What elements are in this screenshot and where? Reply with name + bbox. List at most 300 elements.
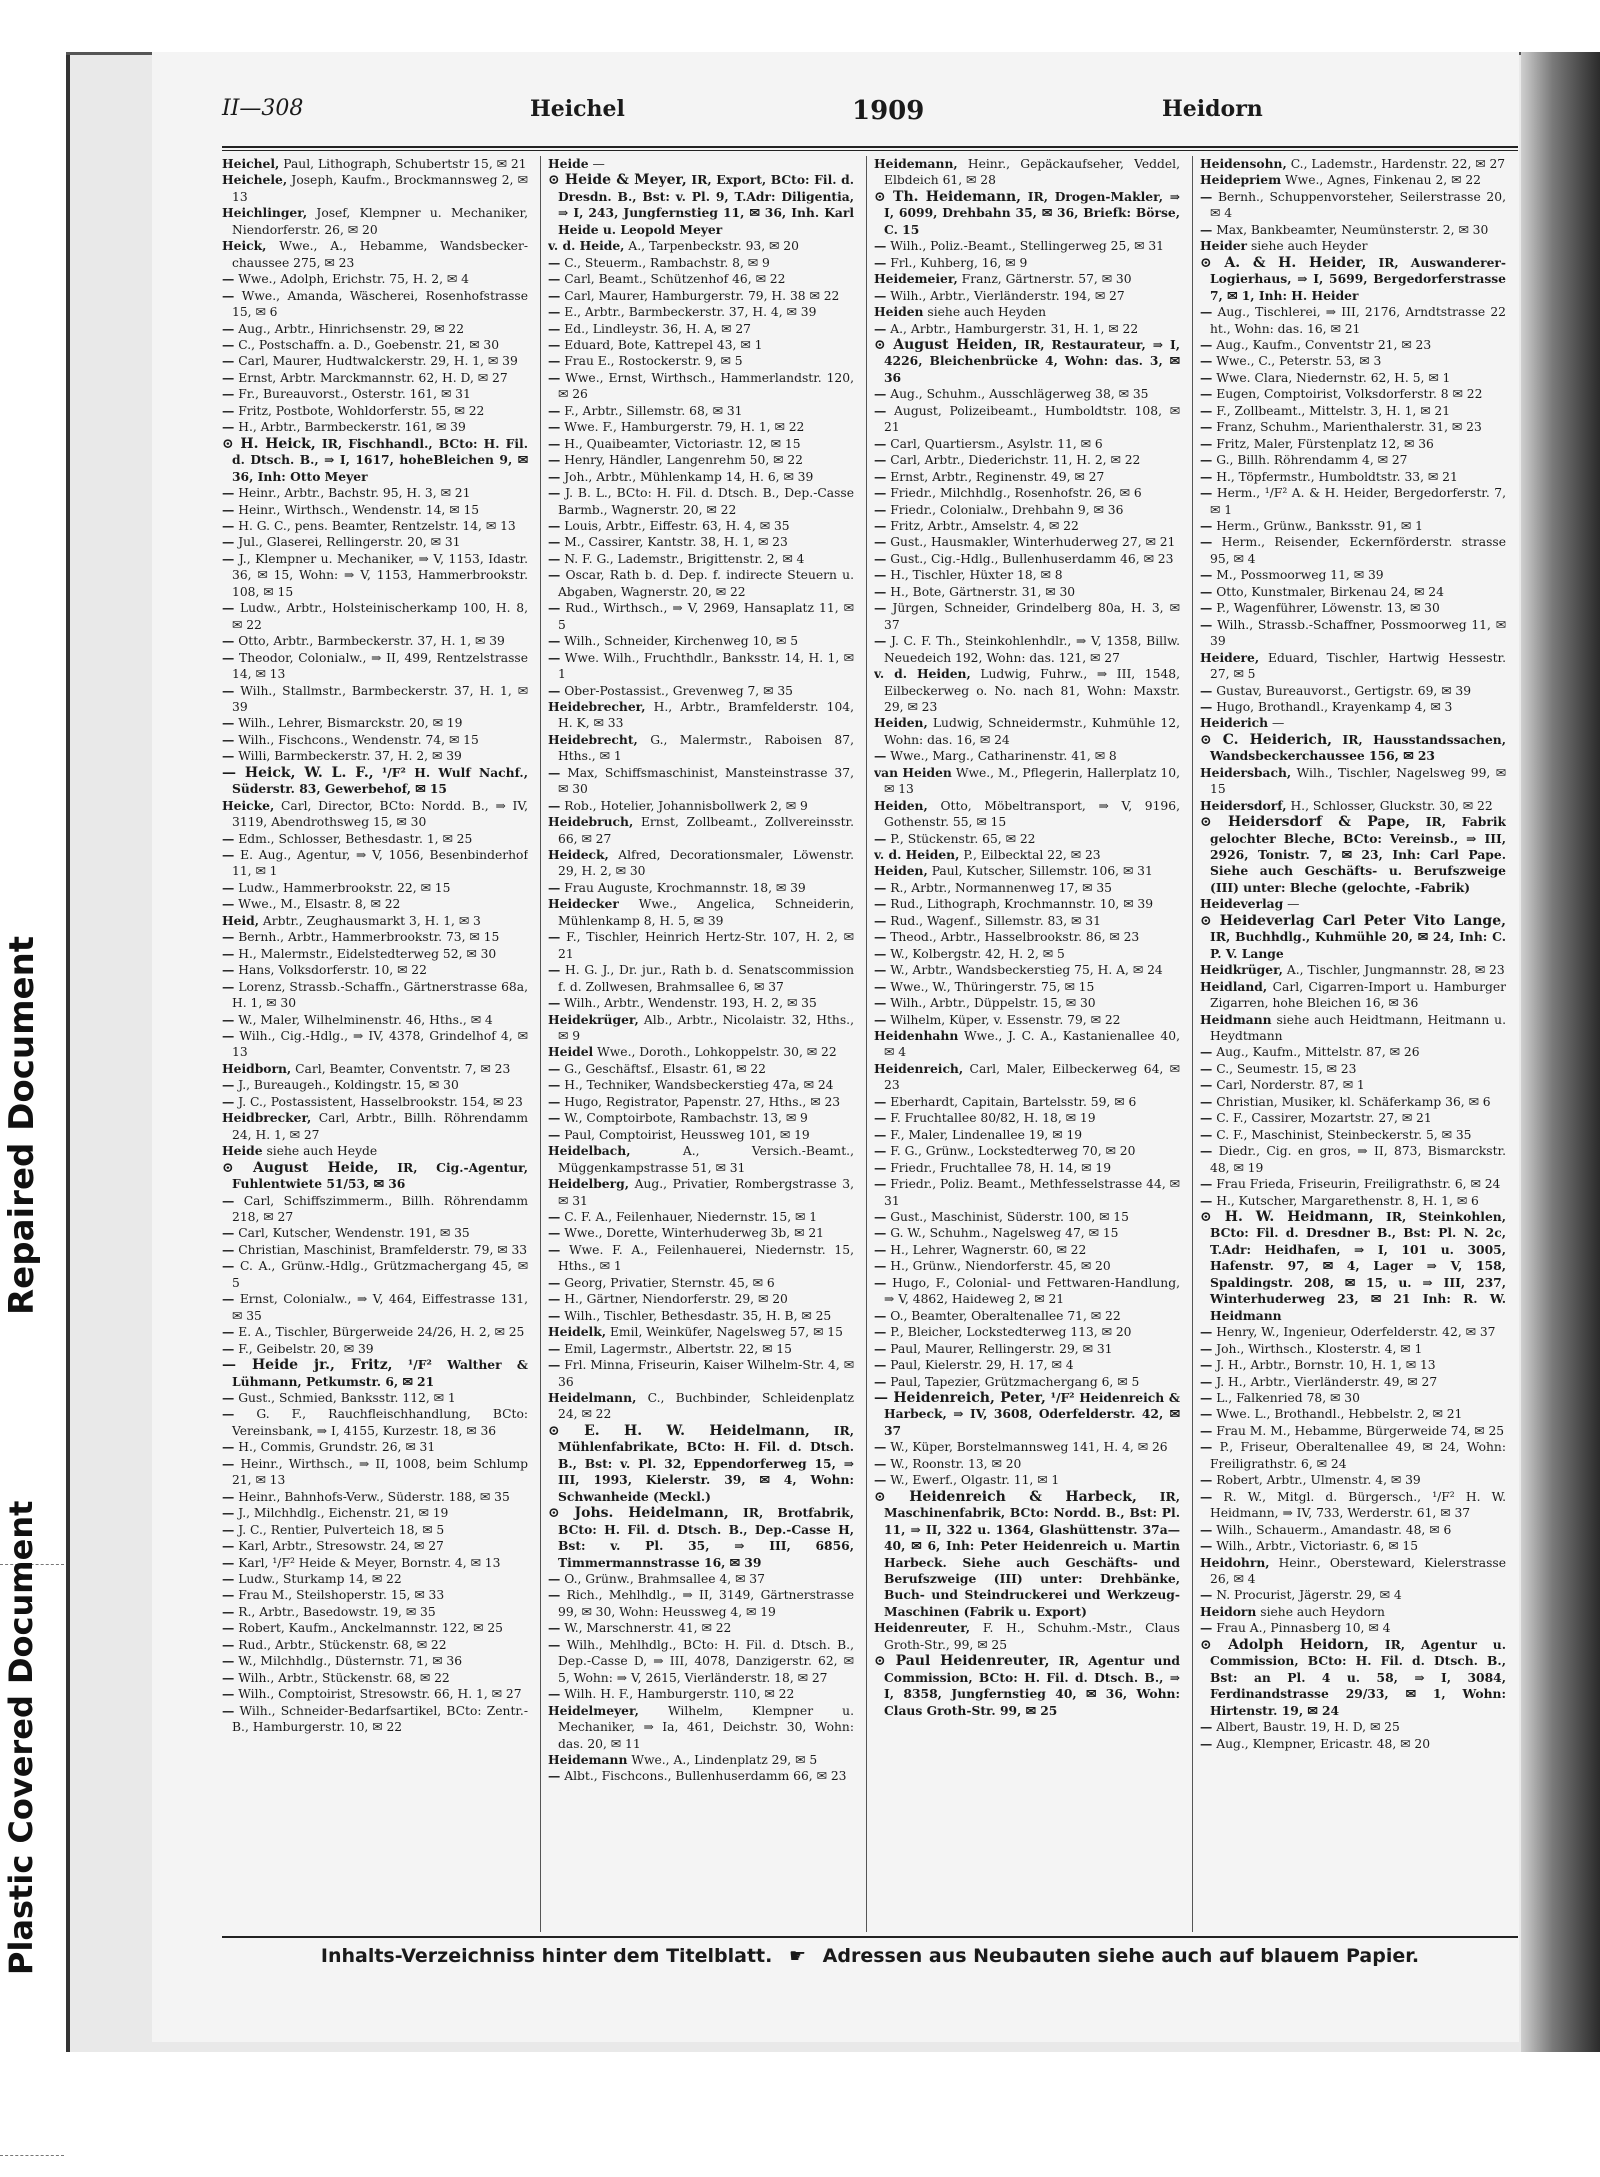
entry-details: Wilhelm, Küper, v. Essenstr. 79, ✉ 22	[890, 1012, 1121, 1027]
entry-name: van Heiden	[874, 764, 952, 780]
directory-entry	[548, 1703, 854, 1752]
entry-details: C. A., Grünw.-Hdlg., Grützmachergang 45, ✉ 5	[232, 1259, 528, 1290]
entry-name: Heidel	[548, 1044, 594, 1060]
directory-entry	[548, 1225, 854, 1241]
entry-name: —	[874, 468, 887, 484]
entry-details: Karl, Arbtr., Stresowstr. 24, ✉ 27	[238, 1539, 444, 1554]
entry-details: Albt., Fischcons., Bullenhuserdamm 66, ✉ 23	[564, 1769, 847, 1784]
directory-entry	[1200, 896, 1506, 912]
directory-entry	[222, 1571, 528, 1587]
entry-details: J. H., Arbtr., Vierländerstr. 49, ✉ 27	[1216, 1374, 1438, 1389]
entry-details: Fritz, Postbote, Wohldorferstr. 55, ✉ 22	[238, 403, 485, 418]
entry-name: —	[222, 945, 235, 961]
entry-name: —	[222, 1702, 235, 1718]
directory-entry	[1200, 1193, 1506, 1209]
entry-details: IR, Hausstandssachen, Wandsbeckerchaussee 156, ✉ 23	[1210, 731, 1506, 764]
entry-name: —	[1200, 1093, 1213, 1109]
entry-name: —	[874, 978, 887, 994]
entry-name: — Heide jr., Fritz,	[222, 1357, 393, 1374]
directory-entry	[1200, 699, 1506, 715]
entry-details: Eberhardt, Capitain, Bartelsstr. 59, ✉ 6	[890, 1094, 1137, 1109]
entry-name: —	[222, 1340, 235, 1356]
entry-name: —	[548, 254, 561, 270]
entry-name: —	[222, 731, 235, 747]
directory-entry	[874, 1374, 1180, 1390]
entry-name: v. d. Heiden,	[874, 666, 971, 682]
entry-name: —	[548, 600, 561, 616]
entry-details: Carl, Quartiersm., Asylstr. 11, ✉ 6	[890, 436, 1103, 451]
entry-name: —	[548, 1587, 561, 1603]
directory-entry	[548, 1209, 854, 1225]
directory-entry	[874, 1094, 1180, 1110]
entry-name: —	[222, 1406, 235, 1422]
directory-entry	[222, 880, 528, 896]
directory-entry	[1200, 485, 1506, 518]
directory-entry	[1200, 1143, 1506, 1176]
entry-details: G., Billh. Röhrendamm 4, ✉ 27	[1216, 453, 1408, 468]
entry-details: IR, Buchhdlg., Kuhmühle 20, ✉ 24, Inh: C. P. V. Lange	[1210, 929, 1506, 961]
entry-details: H. G. C., pens. Beamter, Rentzelstr. 14, ✉ 13	[238, 518, 516, 533]
entry-name: ⊙ Heidenreich & Harbeck,	[874, 1488, 1137, 1505]
entry-name: —	[222, 1291, 235, 1307]
entry-name: —	[222, 748, 235, 764]
entry-details: Eugen, Comptoirist, Volksdorferstr. 8 ✉ 22	[1216, 387, 1483, 402]
entry-name: Heidemeier,	[874, 271, 958, 287]
entry-details: W., Ewerf., Olgastr. 11, ✉ 1	[890, 1473, 1060, 1488]
directory-entry	[548, 1752, 854, 1768]
entry-details: Willi, Barmbeckerstr. 37, H. 2, ✉ 39	[238, 749, 462, 764]
entry-name: —	[1200, 188, 1213, 204]
entry-name: Heideck,	[548, 847, 609, 863]
entry-details: Friedr., Milchhdlg., Rosenhofstr. 26, ✉ 6	[890, 486, 1142, 501]
entry-details: Robert, Arbtr., Ulmenstr. 4, ✉ 39	[1216, 1473, 1421, 1488]
entry-name: Heiden,	[874, 715, 928, 731]
directory-entry	[1200, 1522, 1506, 1538]
directory-entry	[874, 1324, 1180, 1340]
entry-name: Heidensohn,	[1200, 156, 1287, 171]
entry-details: G., Malermstr., Raboisen 87, Hths., ✉ 1	[558, 732, 854, 764]
directory-entry	[548, 600, 854, 633]
entry-details: siehe auch Heyden	[927, 305, 1047, 320]
directory-entry	[1200, 1538, 1506, 1554]
entry-details: Theodor, Colonialw., ⇒ II, 499, Rentzelstrasse 14, ✉ 13	[232, 650, 528, 682]
entry-name: —	[548, 336, 561, 352]
entry-name: Heichel,	[222, 156, 280, 171]
directory-entry	[874, 189, 1180, 238]
entry-details: W., Marschnerstr. 41, ✉ 22	[564, 1621, 732, 1636]
entry-name: —	[1200, 567, 1213, 583]
entry-details: Rud., Arbtr., Stückenstr. 68, ✉ 22	[238, 1637, 447, 1652]
entry-details: Carl, Arbtr., Billh. Röhrendamm 24, H. 1, ✉ 27	[232, 1111, 528, 1142]
directory-entry	[548, 518, 854, 534]
directory-entry	[1200, 732, 1506, 765]
entry-name: —	[548, 353, 561, 369]
entry-details: M., Cassirer, Kantstr. 38, H. 1, ✉ 23	[564, 535, 788, 550]
entry-details: Heinr., Gepäckaufseher, Veddel, Elbdeich 61, ✉ 28	[884, 157, 1180, 188]
entry-details: A., Versich.-Beamt., Müggenkampstrasse 51, ✉ 31	[558, 1144, 854, 1175]
entry-name: —	[548, 1768, 561, 1784]
entry-name: —	[222, 649, 235, 665]
directory-entry	[548, 1637, 854, 1686]
entry-name: —	[548, 1060, 561, 1076]
entry-details: Wilh., Arbtr., Vierländerstr. 194, ✉ 27	[890, 288, 1125, 303]
entry-details: N. F. G., Lademstr., Brigittenstr. 2, ✉ 4	[564, 551, 805, 566]
entry-details: Friedr., Fruchtallee 78, H. 14, ✉ 19	[890, 1160, 1112, 1175]
entry-name: Heidenreich,	[874, 1060, 964, 1076]
entry-name: —	[874, 1241, 887, 1257]
entry-details: P., Wagenführer, Löwenstr. 13, ✉ 30	[1216, 601, 1440, 616]
directory-entry	[874, 1308, 1180, 1324]
entry-name: —	[874, 534, 887, 550]
entry-details: C. F. A., Feilenhauer, Niedernstr. 15, ✉ 1	[564, 1210, 818, 1224]
entry-name: —	[548, 1110, 561, 1126]
entry-details: Diedr., Cig. en gros, ⇒ II, 873, Bismarckstr. 48, ✉ 19	[1210, 1144, 1506, 1175]
directory-entry	[548, 1012, 854, 1045]
entry-name: Heidersbach,	[1200, 764, 1292, 780]
entry-details: Gust., Maschinist, Süderstr. 100, ✉ 15	[890, 1210, 1129, 1224]
entry-details: Wwe., W., Thüringerstr. 75, ✉ 15	[890, 979, 1095, 994]
entry-details: Wwe., Doroth., Lohkoppelstr. 30, ✉ 22	[597, 1045, 837, 1060]
entry-name: Heidohrn,	[1200, 1554, 1270, 1570]
entry-name: Heidelbach,	[548, 1143, 631, 1159]
entry-name: —	[1200, 221, 1213, 237]
directory-entry	[1200, 156, 1506, 172]
directory-entry	[548, 1423, 854, 1505]
directory-entry	[548, 1044, 854, 1060]
entry-name: —	[222, 682, 235, 698]
header-year: 1909	[852, 96, 925, 126]
header-last-name: Heidorn	[1162, 96, 1263, 122]
entry-name: ⊙ Paul Heidenreuter,	[874, 1653, 1050, 1670]
entry-details: Ober-Postassist., Grevenweg 7, ✉ 35	[564, 683, 793, 698]
entry-details: Paul, Kutscher, Sillemstr. 106, ✉ 31	[931, 864, 1153, 879]
directory-entry	[222, 370, 528, 386]
entry-details: H., Grünw., Niendorferstr. 45, ✉ 20	[890, 1259, 1111, 1274]
directory-entry	[222, 1538, 528, 1554]
entry-details: Wilh., Fischcons., Wendenstr. 74, ✉ 15	[238, 732, 479, 747]
directory-entry	[222, 1406, 528, 1439]
entry-name: —	[1200, 1620, 1213, 1636]
directory-entry	[548, 172, 854, 238]
entry-name: —	[1200, 517, 1213, 533]
entry-details: ¹/F² Walther & Lühmann, Petkumstr. 6, ✉ 21	[232, 1357, 528, 1389]
entry-details: Wilh., Schneider, Kirchenweg 10, ✉ 5	[564, 634, 799, 649]
directory-entry	[222, 913, 528, 929]
directory-entry	[222, 1604, 528, 1620]
entry-name: —	[1200, 1324, 1213, 1340]
entry-name: —	[874, 1011, 887, 1027]
entry-name: —	[222, 1669, 235, 1685]
scan-edge	[66, 52, 70, 2052]
directory-entry	[222, 172, 528, 205]
directory-entry	[548, 436, 854, 452]
directory-entry	[874, 1225, 1180, 1241]
entry-name: —	[222, 1225, 235, 1241]
directory-entry	[874, 1127, 1180, 1143]
directory-entry	[222, 1143, 528, 1159]
entry-name: ⊙ E. H. W. Heidelmann,	[548, 1422, 810, 1439]
entry-name: —	[874, 320, 887, 336]
entry-details: Robert, Kaufm., Anckelmannstr. 122, ✉ 25	[238, 1621, 503, 1636]
entry-name: —	[548, 1636, 561, 1652]
entry-name: —	[874, 1093, 887, 1109]
directory-entry	[222, 1110, 528, 1143]
directory-page	[152, 52, 1519, 2042]
directory-entry	[548, 633, 854, 649]
directory-entry	[874, 584, 1180, 600]
directory-entry	[222, 485, 528, 501]
directory-entry	[1200, 172, 1506, 188]
entry-details: Oscar, Rath b. d. Dep. f. indirecte Steuern u. Abgaben, Wagnerstr. 20, ✉ 22	[558, 568, 854, 599]
entry-name: —	[222, 336, 235, 352]
entry-name: —	[874, 386, 887, 402]
directory-entry	[1200, 1061, 1506, 1077]
entry-details: P., Eilbecktal 22, ✉ 23	[963, 848, 1101, 863]
header-first-name: Heichel	[530, 96, 625, 122]
entry-name: —	[1200, 1587, 1213, 1603]
directory-entry	[548, 1768, 854, 1784]
directory-entry	[222, 1703, 528, 1736]
directory-entry	[874, 929, 1180, 945]
entry-details: W., Maler, Wilhelminenstr. 46, Hths., ✉ 4	[238, 1012, 493, 1027]
entry-details: Wwe., Marg., Catharinenstr. 41, ✉ 8	[890, 749, 1117, 764]
entry-name: —	[874, 254, 887, 270]
entry-details: Ernst, Zollbeamt., Zollvereinsstr. 66, ✉ 27	[558, 815, 854, 846]
entry-name: Heidkrüger,	[1200, 962, 1283, 978]
directory-entry	[548, 288, 854, 304]
entry-name: — Heick, W. L. F.,	[222, 764, 374, 781]
plastic-covered-stamp: Plastic Covered Document	[2, 1500, 40, 1975]
entry-name: Heiderich	[1200, 715, 1269, 731]
entry-details: Wilh., Arbtr., Wendenstr. 193, H. 2, ✉ 35	[564, 996, 817, 1011]
entry-name: —	[222, 1686, 235, 1702]
entry-details: Wwe., M., Elsastr. 8, ✉ 22	[238, 897, 401, 912]
entry-details: Carl, Maurer, Hamburgerstr. 79, H. 38 ✉ 22	[564, 288, 840, 303]
entry-name: —	[1200, 1340, 1213, 1356]
entry-details: E., Arbtr., Barmbeckerstr. 37, H. 4, ✉ 39	[564, 305, 817, 320]
entry-details: Aug., Klempner, Ericastr. 48, ✉ 20	[1216, 1736, 1431, 1751]
repaired-document-stamp: Repaired Document	[2, 935, 42, 1315]
entry-name: Heidland,	[1200, 978, 1268, 994]
directory-entry	[1200, 255, 1506, 304]
entry-name: —	[1200, 1044, 1213, 1060]
directory-entry	[874, 1439, 1180, 1455]
directory-entry	[548, 353, 854, 369]
directory-entry	[1200, 650, 1506, 683]
entry-details: Heinr., Wirthsch., ⇒ II, 1008, beim Schlump 21, ✉ 13	[232, 1456, 528, 1488]
directory-entry	[548, 1291, 854, 1307]
directory-entry	[222, 1686, 528, 1702]
entry-name: Heiden	[874, 304, 924, 320]
entry-name: —	[222, 1603, 235, 1619]
entry-name: —	[874, 600, 887, 616]
entry-details: Herm., Grünw., Banksstr. 91, ✉ 1	[1216, 518, 1423, 533]
directory-entry	[1200, 1127, 1506, 1143]
entry-details: Carl, Arbtr., Diederichstr. 11, H. 2, ✉ 22	[890, 453, 1141, 468]
directory-entry	[222, 929, 528, 945]
entry-name: —	[222, 1620, 235, 1636]
entry-details: A., Arbtr., Hamburgerstr. 31, H. 1, ✉ 22	[890, 321, 1139, 336]
directory-entry	[222, 650, 528, 683]
entry-details: Theod., Arbtr., Hasselbrookstr. 86, ✉ 23	[890, 930, 1140, 945]
entry-name: —	[874, 879, 887, 895]
directory-entry	[1200, 370, 1506, 386]
entry-details: siehe auch Heyder	[1250, 239, 1368, 254]
entry-name: —	[222, 1241, 235, 1257]
entry-details: H., Malermstr., Eidelstedterweg 52, ✉ 30	[238, 946, 497, 961]
directory-entry	[222, 1670, 528, 1686]
entry-details: Wilh., Tischler, Bethesdastr. 35, H. B, ✉ 25	[564, 1308, 832, 1323]
entry-details: Ernst, Arbtr., Reginenstr. 49, ✉ 27	[890, 469, 1105, 484]
directory-entry	[548, 551, 854, 567]
column-2	[548, 156, 854, 1932]
entry-details: Emil, Weinküfer, Nagelsweg 57, ✉ 15	[609, 1325, 843, 1340]
entry-details: Jürgen, Schneider, Grindelberg 80a, H. 3, ✉ 37	[884, 601, 1180, 632]
directory-entry	[548, 683, 854, 699]
directory-entry	[222, 1028, 528, 1061]
directory-entry	[874, 436, 1180, 452]
directory-entry	[874, 798, 1180, 831]
entry-name: —	[1200, 1110, 1213, 1126]
directory-entry	[548, 469, 854, 485]
entry-details: Wilh., Lehrer, Bismarckstr. 20, ✉ 19	[238, 716, 463, 731]
entry-details: ¹/F² Heidenreich & Harbeck, ⇒ IV, 3608, Oderfelderstr. 42, ✉ 37	[884, 1389, 1180, 1438]
entry-name: —	[548, 567, 561, 583]
directory-entry	[222, 979, 528, 1012]
directory-entry	[1200, 1390, 1506, 1406]
entry-details: H., Quaibeamter, Victoriastr. 12, ✉ 15	[564, 436, 801, 451]
entry-details: A., Tischler, Jungmannstr. 28, ✉ 23	[1286, 963, 1505, 978]
entry-details: Fr., Bureauvorst., Osterstr. 161, ✉ 31	[238, 387, 471, 402]
entry-name: —	[548, 287, 561, 303]
directory-entry	[548, 1061, 854, 1077]
entry-details: R., Arbtr., Normannenweg 17, ✉ 35	[890, 880, 1113, 895]
directory-entry	[1200, 683, 1506, 699]
directory-entry	[1200, 1439, 1506, 1472]
entry-name: —	[548, 682, 561, 698]
entry-details: Paul, Maurer, Rellingerstr. 29, ✉ 31	[890, 1341, 1113, 1356]
entry-name: —	[874, 485, 887, 501]
entry-name: —	[1200, 1488, 1213, 1504]
directory-entry	[548, 1505, 854, 1571]
entry-details: siehe auch Heidtmann, Heitmann u. Heydtmann	[1210, 1012, 1506, 1044]
directory-entry	[222, 1094, 528, 1110]
entry-name: —	[1200, 419, 1213, 435]
directory-entry	[874, 995, 1180, 1011]
entry-details: Paul, Tapezier, Grützmachergang 6, ✉ 5	[890, 1374, 1140, 1389]
directory-entry	[874, 1160, 1180, 1176]
entry-details: Jul., Glaserei, Rellingerstr. 20, ✉ 31	[238, 535, 461, 550]
entry-details: Paul, Comptoirist, Heussweg 101, ✉ 19	[564, 1127, 810, 1142]
entry-details: W., Roonstr. 13, ✉ 20	[890, 1456, 1022, 1471]
entry-details: C., Buchbinder, Schleidenplatz 24, ✉ 22	[558, 1390, 854, 1422]
directory-entry	[548, 765, 854, 798]
archive-stamps	[0, 780, 64, 1980]
column-divider	[1192, 156, 1193, 1932]
entry-name: —	[222, 1439, 235, 1455]
entry-details: Herm., ¹/F² A. & H. Heider, Bergedorferstr. 7, ✉ 1	[1210, 486, 1506, 517]
entry-details: IR, Brotfabrik, BCto: H. Fil. d. Dtsch. B., Dep.-Casse H, Bst: v. Pl. 35, ⇒ III, 6856, Timmermannstrasse 16, ✉ 39	[558, 1505, 854, 1570]
entry-name: —	[1200, 336, 1213, 352]
entry-details: Wwe., Ernst, Wirthsch., Hammerlandstr. 120, ✉ 26	[558, 370, 854, 402]
directory-entry	[874, 534, 1180, 550]
entry-name: ⊙ August Heiden,	[874, 336, 1018, 353]
entry-name: —	[548, 468, 561, 484]
directory-entry	[874, 271, 1180, 287]
directory-entry	[874, 1653, 1180, 1719]
entry-details: Henry, W., Ingenieur, Oderfelderstr. 42, ✉ 37	[1216, 1325, 1496, 1340]
entry-details: N. Procurist, Jägerstr. 29, ✉ 4	[1216, 1588, 1402, 1603]
entry-name: Heide	[548, 156, 589, 171]
entry-name: Heide	[222, 1143, 263, 1159]
entry-details: Wwe. L., Brothandl., Hebbelstr. 2, ✉ 21	[1216, 1407, 1463, 1422]
entry-name: —	[222, 1093, 235, 1109]
entry-details: Wwe. F. A., Feilenhauerei, Niedernstr. 15, Hths., ✉ 1	[558, 1242, 854, 1274]
entry-name: —	[1200, 1719, 1213, 1735]
entry-name: —	[1200, 435, 1213, 451]
directory-entry	[548, 1571, 854, 1587]
directory-entry	[548, 1620, 854, 1636]
entry-details: Ernst, Colonialw., ⇒ V, 464, Eiffestrasse 131, ✉ 35	[232, 1292, 528, 1323]
entry-details: Wwe., M., Pflegerin, Hallerplatz 10, ✉ 13	[884, 765, 1180, 797]
entry-details: Wwe. Wilh., Fruchthdlr., Banksstr. 14, H. 1, ✉ 1	[558, 650, 854, 682]
entry-name: —	[1200, 1389, 1213, 1405]
entry-details: Hugo, Registrator, Papenstr. 27, Hths., ✉ 23	[564, 1094, 841, 1109]
directory-entry	[1200, 962, 1506, 978]
entry-name: —	[548, 304, 561, 320]
directory-entry	[222, 600, 528, 633]
entry-details: W., Küper, Borstelmannsweg 141, H. 4, ✉ 26	[890, 1440, 1168, 1455]
entry-name: —	[222, 879, 235, 895]
entry-details: R., Arbtr., Basedowstr. 19, ✉ 35	[238, 1604, 436, 1619]
directory-entry	[1200, 798, 1506, 814]
entry-name: Heidemann	[548, 1751, 628, 1767]
entry-details: H., Kutscher, Margarethenstr. 8, H. 1, ✉ 6	[1216, 1193, 1479, 1208]
entry-name: —	[548, 517, 561, 533]
entry-name: —	[1200, 1422, 1213, 1438]
directory-entry	[222, 1489, 528, 1505]
entry-name: ⊙ H. Heick,	[222, 435, 316, 452]
directory-entry	[222, 436, 528, 485]
directory-entry	[222, 1390, 528, 1406]
entry-details: Wilhelm, Klempner u. Mechaniker, ⇒ Ia, 461, Deichstr. 30, Wohn: das. 20, ✉ 11	[558, 1703, 854, 1751]
entry-name: —	[548, 1307, 561, 1323]
entry-details: August, Polizeibeamt., Humboldtstr. 108, ✉ 21	[884, 403, 1180, 435]
entry-details: G. W., Schuhm., Nagelsweg 47, ✉ 15	[890, 1226, 1119, 1241]
entry-details: Friedr., Poliz. Beamt., Methfesselstrasse 44, ✉ 31	[884, 1177, 1180, 1208]
entry-name: —	[222, 402, 235, 418]
directory-entry	[548, 814, 854, 847]
entry-name: —	[1200, 1472, 1213, 1488]
entry-name: —	[1200, 452, 1213, 468]
entry-name: —	[874, 1209, 887, 1224]
entry-name: —	[874, 1274, 887, 1290]
directory-entry	[1200, 600, 1506, 616]
entry-details: siehe auch Heydorn	[1260, 1604, 1385, 1619]
entry-details: Wilh., Arbtr., Stückenstr. 68, ✉ 22	[238, 1670, 450, 1685]
directory-entry	[222, 798, 528, 831]
entry-details: Ed., Lindleystr. 36, H. A, ✉ 27	[564, 321, 752, 336]
entry-name: —	[874, 896, 887, 912]
directory-entry	[874, 518, 1180, 534]
directory-entry	[548, 1143, 854, 1176]
entry-name: —	[1200, 1143, 1213, 1159]
entry-details: Ludw., Arbtr., Holsteinischerkamp 100, H. 8, ✉ 22	[232, 601, 528, 632]
entry-name: —	[548, 1686, 561, 1702]
entry-details: F., Zollbeamt., Mittelstr. 3, H. 1, ✉ 21	[1216, 403, 1451, 418]
entry-details: IR, Fabrik gelochter Bleche, BCto: Vereinsb., ⇒ III, 2926, Tonistr. 7, ✉ 23, Inh: Carl Pape. Siehe auch Geschäfts- u. Berufszweige (III) unter: Bleche (gelochte, -Fabrik)	[1210, 814, 1506, 895]
directory-entry	[548, 847, 854, 880]
